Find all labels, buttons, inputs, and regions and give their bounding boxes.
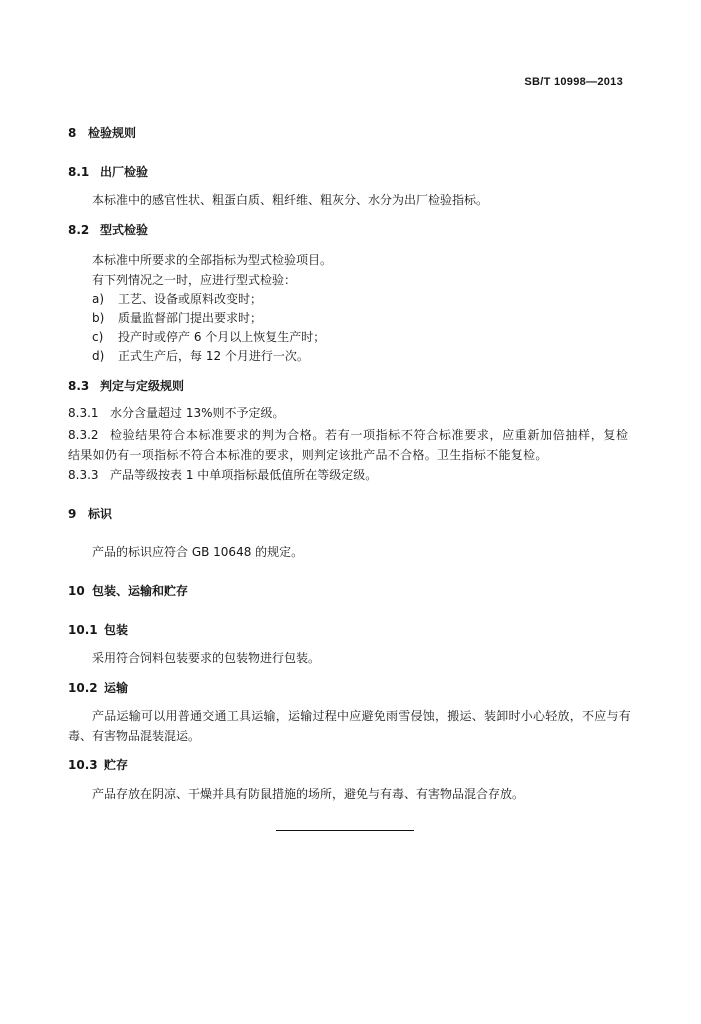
clause-8-3-3: [68, 468, 378, 482]
list-item: [92, 292, 263, 306]
section-title: 型式检验: [100, 223, 149, 237]
section-title: 标识: [88, 507, 113, 521]
section-number: 10.1: [68, 623, 98, 637]
section-8-2-body-line: 有下列情况之一时，应进行型式检验：: [92, 273, 297, 287]
section-10-3-body: 产品存放在阴凉、干燥并具有防鼠措施的场所，避免与有毒、有害物品混合存放。: [92, 787, 525, 801]
end-of-document-rule: [276, 830, 414, 831]
list-marker: a): [92, 292, 105, 306]
section-number: 10.3: [68, 758, 98, 772]
section-10-2-body-line: 产品运输可以用普通交通工具运输，运输过程中应避免雨雪侵蚀，搬运、装卸时小心轻放，不应与有: [92, 709, 632, 723]
clause-number: 8.3.3: [68, 468, 99, 482]
section-9-body: 产品的标识应符合 GB 10648 的规定。: [92, 545, 304, 559]
section-10-1-body: 采用符合饲料包装要求的包装物进行包装。: [92, 651, 321, 665]
clause-number: 8.3.1: [68, 406, 99, 420]
list-item-text: 正式生产后，每 12 个月进行一次。: [118, 349, 309, 363]
section-9-heading: [68, 507, 113, 521]
clause-text: 检验结果符合本标准要求的判为合格。若有一项指标不符合标准要求，应重新加倍抽样，复检: [110, 428, 629, 442]
clause-text: 产品等级按表 1 中单项指标最低值所在等级定级。: [110, 468, 378, 482]
section-number: 8: [68, 126, 77, 140]
list-marker: b): [92, 311, 105, 325]
clause-8-3-2: [68, 428, 629, 442]
section-10-2-heading: [68, 681, 129, 695]
section-8-heading: [68, 126, 137, 140]
section-10-heading: [68, 584, 189, 598]
section-title: 运输: [104, 681, 129, 695]
list-marker: c): [92, 330, 104, 344]
section-10-2-body-line: 毒、有害物品混装混运。: [68, 729, 201, 743]
clause-8-3-2-continuation: 结果如仍有一项指标不符合本标准的要求，则判定该批产品不合格。卫生指标不能复检。: [68, 448, 548, 462]
section-8-2-body-line: 本标准中所要求的全部指标为型式检验项目。: [92, 253, 333, 267]
section-8-3-heading: [68, 379, 185, 393]
section-number: 8.1: [68, 165, 90, 179]
clause-text: 水分含量超过 13%则不予定级。: [110, 406, 285, 420]
clause-number: 8.3.2: [68, 428, 99, 442]
section-title: 包装、运输和贮存: [92, 584, 189, 598]
section-8-1-heading: [68, 165, 149, 179]
section-title: 出厂检验: [100, 165, 149, 179]
standard-code-header: SB/T 10998—2013: [524, 76, 623, 88]
section-number: 8.2: [68, 223, 90, 237]
section-title: 包装: [104, 623, 129, 637]
section-10-1-heading: [68, 623, 129, 637]
section-10-3-heading: [68, 758, 129, 772]
section-number: 8.3: [68, 379, 90, 393]
section-title: 判定与定级规则: [100, 379, 185, 393]
section-title: 检验规则: [88, 126, 137, 140]
list-item-text: 工艺、设备或原料改变时；: [118, 292, 263, 306]
list-item-text: 质量监督部门提出要求时；: [118, 311, 263, 325]
section-8-1-body: 本标准中的感官性状、粗蛋白质、粗纤维、粗灰分、水分为出厂检验指标。: [92, 193, 489, 207]
list-item: [92, 349, 309, 363]
list-item: [92, 330, 326, 344]
list-item-text: 投产时或停产 6 个月以上恢复生产时；: [118, 330, 326, 344]
list-marker: d): [92, 349, 105, 363]
section-title: 贮存: [104, 758, 129, 772]
section-number: 9: [68, 507, 77, 521]
list-item: [92, 311, 263, 325]
section-number: 10.2: [68, 681, 98, 695]
section-number: 10: [68, 584, 85, 598]
section-8-2-heading: [68, 223, 149, 237]
clause-8-3-1: [68, 406, 285, 420]
